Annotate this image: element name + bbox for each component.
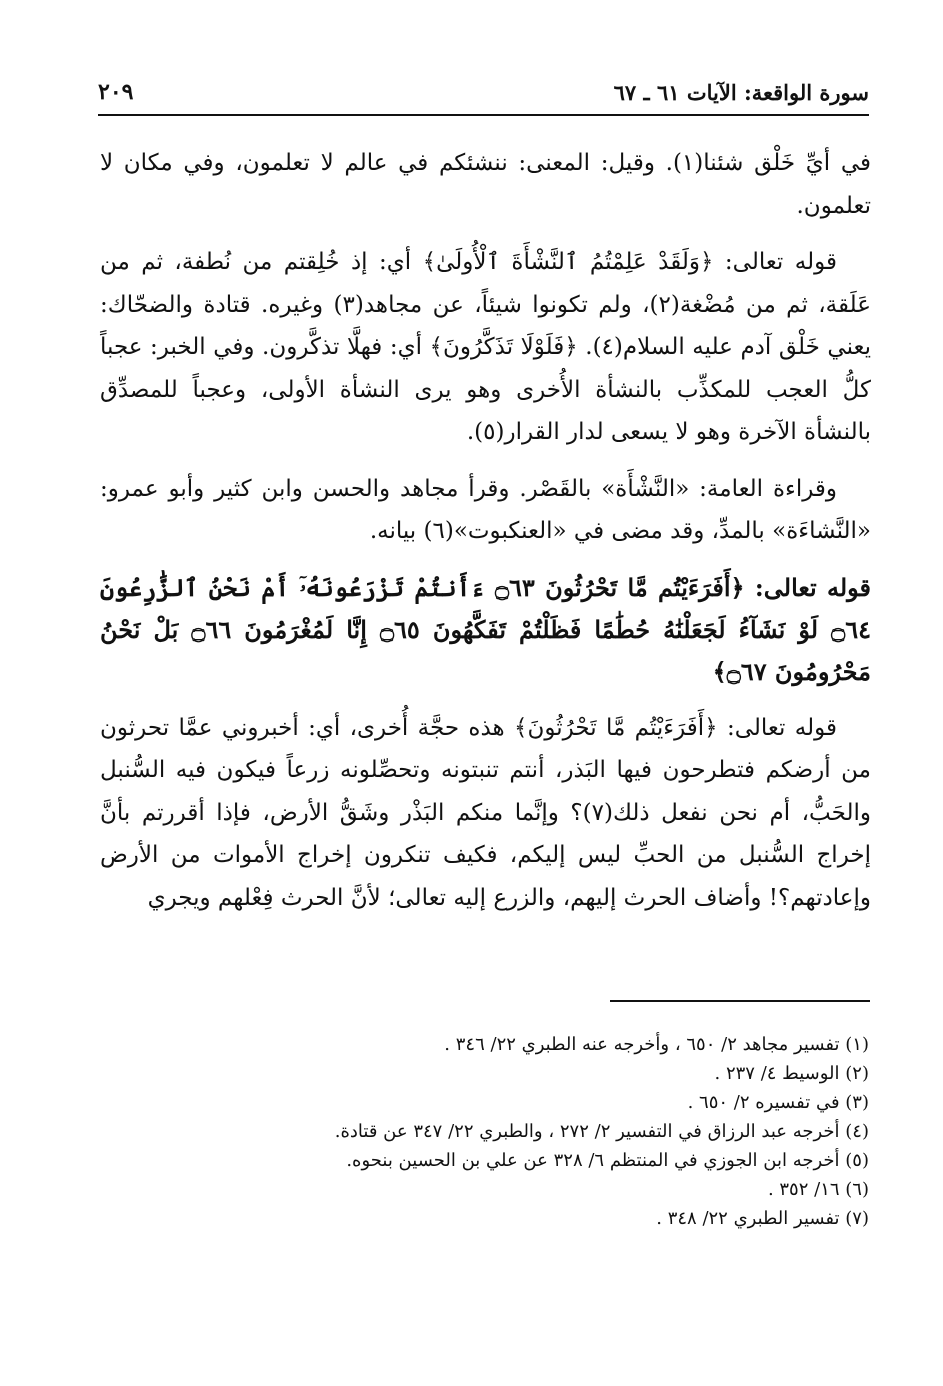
footnote-1: (١) تفسير مجاهد ٢/ ٦٥٠ ، وأخرجه عنه الطبري ٢٢/ ٣٤٦ .: [444, 1034, 869, 1055]
footnote-7: (٧) تفسير الطبري ٢٢/ ٣٤٨ .: [656, 1208, 869, 1229]
quran-verses-block: [100, 567, 871, 693]
footnote-2: (٢) الوسيط ٤/ ٢٣٧ .: [714, 1063, 869, 1084]
footnote-rule: [610, 1000, 870, 1002]
footnote-5: (٥) أخرجه ابن الجوزي في المنتظم ٦/ ٣٢٨ عن علي بن الحسين بنحوه.: [346, 1150, 869, 1171]
footnote-3: (٣) في تفسيره ٢/ ٦٥٠ .: [687, 1092, 869, 1113]
footnotes: [100, 1030, 869, 1233]
body-text: [100, 142, 871, 933]
running-title: سورة الواقعة: الآيات ٦١ ـ ٦٧: [613, 79, 869, 105]
quran-lead: قوله تعالى:: [754, 572, 871, 602]
page-number: ٢٠٩: [98, 79, 134, 105]
paragraph-4: قوله تعالى: ﴿أَفَرَءَيْتُم مَّا تَحْرُثُونَ﴾ هذه حجَّة أُخرى، أي: أخبروني عمَّا تحرثون من أرضكم فتطرحون فيها البَذر، أنتم تنبتونه وتحصِّلونه زرعاً فيكون فيه السُّنبل والحَبُّ، أم نحن نفعل ذلك(٧)؟ وإنَّما منكم البَذْر وشَقُّ الأرض، فإذا أقررتم بأنَّ إخراج السُّنبل من الحبِّ ليس إليكم، فكيف تنكرون إخراج الأموات من الأرض وإعادتهم؟! وأضاف الحرث إليهم، والزرع إليه تعالى؛ لأنَّ الحرث فِعْلهم ويجري: [100, 714, 871, 911]
page-header: [98, 74, 869, 110]
header-rule: [98, 114, 869, 116]
footnote-6: (٦) ١٦/ ٣٥٢ .: [767, 1179, 869, 1200]
paragraph-2: قوله تعالى: ﴿وَلَقَدْ عَلِمْتُمُ ٱلنَّشْأَةَ ٱلْأُولَىٰ﴾ أي: إذ خُلِقتم من نُطفة، ثم من عَلَقة، ثم من مُضْغة(٢)، ولم تكونوا شيئاً، عن مجاهد(٣) وغيره. قتادة والضحّاك: يعني خَلْق آدم عليه السلام(٤). ﴿فَلَوْلَا تَذَكَّرُونَ﴾ أي: فهلَّا تذكَّرون. وفي الخبر: عجباً كلُّ العجب للمكذِّب بالنشأة الأُخرى وهو يرى النشأة الأولى، وعجباً للمصدِّق بالنشأة الآخرة وهو لا يسعى لدار القرار(٥).: [100, 249, 872, 445]
quran-verses: ﴿أَفَرَءَيْتُم مَّا تَحْرُثُونَ ۝٦٣ ءَأَنتُمْ تَزْرَعُونَهُۥٓ أَمْ نَحْنُ ٱلزَّٰرِعُونَ ۝٦٤ لَوْ نَشَآءُ لَجَعَلْنَٰهُ حُطَٰمًا فَظَلْتُمْ تَفَكَّهُونَ ۝٦٥ إِنَّا لَمُغْرَمُونَ ۝٦٦ بَلْ نَحْنُ مَحْرُومُونَ ۝٦٧﴾: [100, 572, 872, 686]
paragraph-1: في أيِّ خَلْق شئنا(١). وقيل: المعنى: ننشئكم في عالم لا تعلمون، وفي مكان لا تعلمون.: [100, 150, 872, 219]
paragraph-3: وقراءة العامة: «النَّشْأَة» بالقَصْر. وقرأ مجاهد والحسن وابن كثير وأبو عمرو: «النَّشاءَة» بالمدِّ، وقد مضى في «العنكبوت»(٦) بيانه.: [100, 475, 871, 544]
footnote-4: (٤) أخرجه عبد الرزاق في التفسير ٢/ ٢٧٢ ، والطبري ٢٢/ ٣٤٧ عن قتادة.: [334, 1121, 869, 1142]
